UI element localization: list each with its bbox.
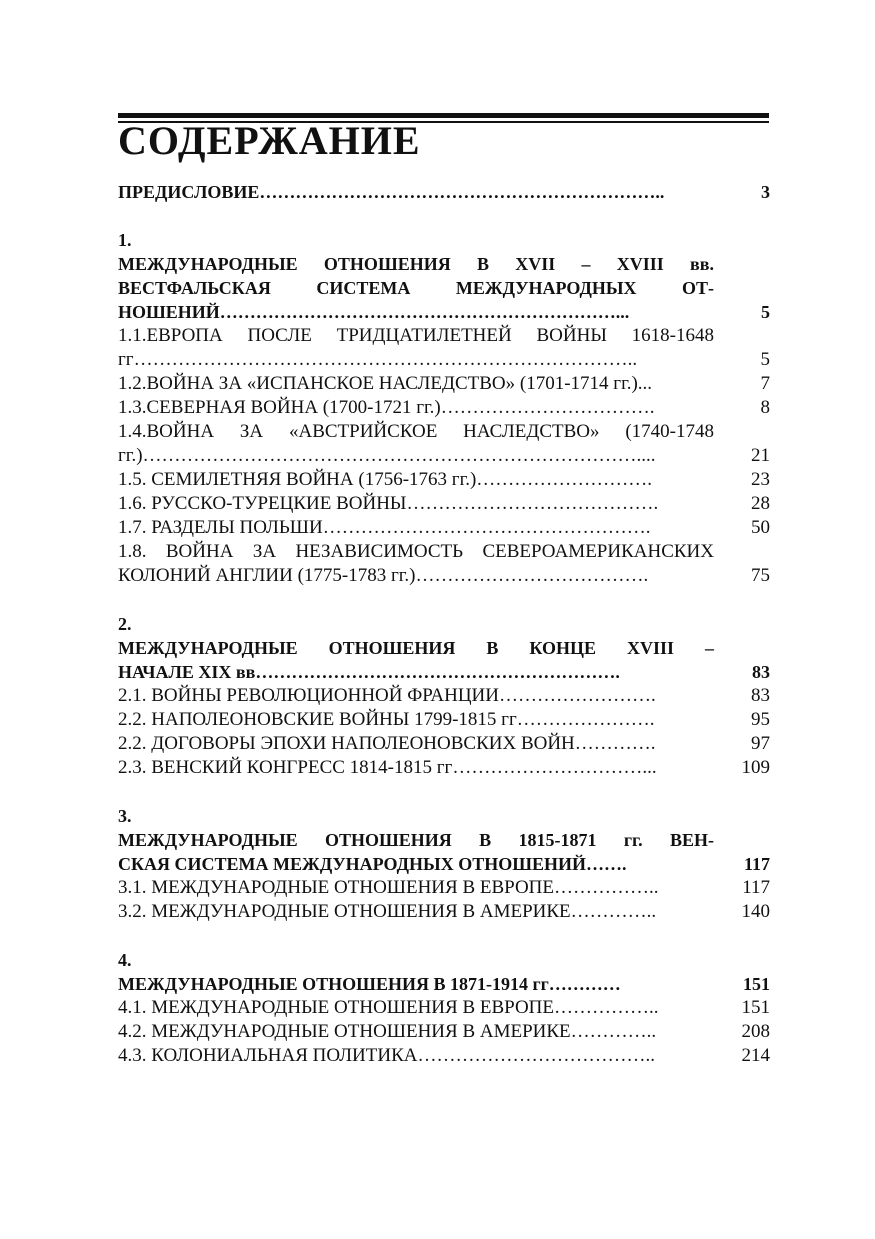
chapter-3 — [118, 804, 770, 924]
chapter-1 — [118, 228, 770, 588]
toc-entry[interactable] — [118, 516, 770, 540]
toc-entry[interactable] — [118, 732, 770, 756]
toc-page-number: 83 — [751, 685, 770, 706]
toc-page-number: 7 — [760, 373, 770, 394]
toc-entry-text: МЕЖДУНАРОДНЫЕ ОТНОШЕНИЯ В XVII – XVIII вв. — [118, 254, 714, 274]
chapter-title-line[interactable] — [118, 252, 770, 276]
toc-entry-text: МЕЖДУНАРОДНЫЕ ОТНОШЕНИЯ В 1815-1871 гг. ВЕН- — [118, 830, 714, 850]
toc-entry-text: КОЛОНИЙ АНГЛИИ (1775-1783 гг.)………………………………. — [118, 565, 649, 586]
toc-page-number: 95 — [751, 709, 770, 730]
toc-entry-text: МЕЖДУНАРОДНЫЕ ОТНОШЕНИЯ В 1871-1914 гг………… — [118, 974, 621, 994]
toc-page-number: 28 — [751, 493, 770, 514]
toc-page-number: 3 — [761, 182, 770, 202]
toc-entry-text: гг.)…………………………………………………………………….... — [118, 445, 656, 466]
toc-entry[interactable] — [118, 708, 770, 732]
toc-entry-text: НАЧАЛЕ XIX вв……………………………………………………. — [118, 662, 620, 682]
chapter-number: 4. — [118, 950, 132, 970]
toc-page-number: 83 — [752, 662, 770, 682]
toc-entry-text: МЕЖДУНАРОДНЫЕ ОТНОШЕНИЯ В КОНЦЕ XVIII – — [118, 638, 714, 658]
toc-entry-text: НОШЕНИЙ…………………………………………………………... — [118, 302, 630, 322]
chapter-title-line[interactable] — [118, 660, 770, 684]
toc-entry[interactable] — [118, 564, 770, 588]
toc-entry-text: 1.7. РАЗДЕЛЫ ПОЛЬШИ……………………………………………. — [118, 517, 651, 538]
toc-page-number: 140 — [741, 901, 770, 922]
toc-page-number: 117 — [742, 877, 770, 898]
toc-entry-text: 4.1. МЕЖДУНАРОДНЫЕ ОТНОШЕНИЯ В ЕВРОПЕ…………….. — [118, 997, 659, 1018]
chapter-4 — [118, 948, 770, 1068]
chapter-title-line[interactable] — [118, 972, 770, 996]
toc-entry-text: 1.6. РУССКО-ТУРЕЦКИЕ ВОЙНЫ…………………………………. — [118, 493, 659, 514]
toc-entry[interactable] — [118, 348, 770, 372]
toc-page-number: 8 — [760, 397, 770, 418]
toc-entry-text: ВЕСТФАЛЬСКАЯ СИСТЕМА МЕЖДУНАРОДНЫХ ОТ- — [118, 278, 714, 298]
toc-page-number: 50 — [751, 517, 770, 538]
chapter-title-line[interactable] — [118, 300, 770, 324]
toc-entry-text: 1.5. СЕМИЛЕТНЯЯ ВОЙНА (1756-1763 гг.)………………………. — [118, 469, 653, 490]
toc-page-number: 151 — [741, 997, 770, 1018]
toc-page-number: 5 — [760, 349, 770, 370]
toc-entry[interactable] — [118, 1020, 770, 1044]
toc-entry[interactable] — [118, 372, 770, 396]
toc-entry[interactable] — [118, 876, 770, 900]
chapter-title-line[interactable] — [118, 828, 770, 852]
toc-entry-text: 3.2. МЕЖДУНАРОДНЫЕ ОТНОШЕНИЯ В АМЕРИКЕ………….. — [118, 901, 657, 922]
toc-entry-text: 1.4.ВОЙНА ЗА «АВСТРИЙСКОЕ НАСЛЕДСТВО» (1740-1748 — [118, 421, 714, 442]
toc-entry-text: 1.1.ЕВРОПА ПОСЛЕ ТРИДЦАТИЛЕТНЕЙ ВОЙНЫ 1618-1648 — [118, 325, 714, 346]
toc-entry-text: 1.3.СЕВЕРНАЯ ВОЙНА (1700-1721 гг.)……………………………. — [118, 397, 655, 418]
toc-entry[interactable] — [118, 420, 770, 444]
toc-entry-text: 4.3. КОЛОНИАЛЬНАЯ ПОЛИТИКА……………………………….. — [118, 1045, 655, 1066]
toc-entry-text: 2.2. ДОГОВОРЫ ЭПОХИ НАПОЛЕОНОВСКИХ ВОЙН…………. — [118, 733, 656, 754]
toc-entry-text: 2.1. ВОЙНЫ РЕВОЛЮЦИОННОЙ ФРАНЦИИ……………………. — [118, 685, 656, 706]
toc-page-number: 117 — [743, 854, 770, 874]
toc-entry-preface[interactable] — [118, 180, 770, 204]
toc-entry-text: 4.2. МЕЖДУНАРОДНЫЕ ОТНОШЕНИЯ В АМЕРИКЕ………….. — [118, 1021, 657, 1042]
toc-entry-text: ПРЕДИСЛОВИЕ………………………………………………………….. — [118, 182, 665, 202]
toc-page-number: 214 — [741, 1045, 770, 1066]
page-title: СОДЕРЖАНИЕ — [118, 118, 421, 163]
toc-entry-text: СКАЯ СИСТЕМА МЕЖДУНАРОДНЫХ ОТНОШЕНИЙ……. — [118, 854, 627, 874]
toc-entry-text: гг…………………………………………………………………….. — [118, 349, 638, 370]
toc-entry[interactable] — [118, 684, 770, 708]
toc-page-number: 97 — [751, 733, 770, 754]
toc-page-number: 5 — [761, 302, 770, 322]
toc-entry-text: 2.2. НАПОЛЕОНОВСКИЕ ВОЙНЫ 1799-1815 гг…………………. — [118, 709, 655, 730]
chapter-title-line[interactable] — [118, 852, 770, 876]
chapter-number: 3. — [118, 806, 132, 826]
chapter-number: 1. — [118, 230, 132, 250]
toc-page-number: 75 — [751, 565, 770, 586]
toc-page-number: 23 — [751, 469, 770, 490]
chapter-title-line[interactable] — [118, 276, 770, 300]
toc-entry[interactable] — [118, 1044, 770, 1068]
toc-entry[interactable] — [118, 444, 770, 468]
toc-entry[interactable] — [118, 996, 770, 1020]
chapter-2 — [118, 612, 770, 780]
table-of-contents — [118, 180, 770, 1068]
toc-entry[interactable] — [118, 396, 770, 420]
toc-entry-text: 3.1. МЕЖДУНАРОДНЫЕ ОТНОШЕНИЯ В ЕВРОПЕ…………….. — [118, 877, 659, 898]
chapter-number: 2. — [118, 614, 132, 634]
toc-page-number: 109 — [741, 757, 770, 778]
toc-entry-text: 1.8. ВОЙНА ЗА НЕЗАВИСИМОСТЬ СЕВЕРОАМЕРИКАНСКИХ — [118, 541, 714, 562]
toc-entry[interactable] — [118, 540, 770, 564]
toc-page-number: 21 — [751, 445, 770, 466]
chapter-title-line[interactable] — [118, 636, 770, 660]
toc-entry-text: 1.2.ВОЙНА ЗА «ИСПАНСКОЕ НАСЛЕДСТВО» (1701-1714 гг.)... — [118, 373, 653, 394]
toc-entry[interactable] — [118, 900, 770, 924]
toc-page-number: 151 — [743, 974, 770, 994]
toc-entry-text: 2.3. ВЕНСКИЙ КОНГРЕСС 1814-1815 гг…………………………... — [118, 757, 657, 778]
toc-entry[interactable] — [118, 324, 770, 348]
toc-entry[interactable] — [118, 756, 770, 780]
toc-entry[interactable] — [118, 492, 770, 516]
toc-page-number: 208 — [741, 1021, 770, 1042]
toc-entry[interactable] — [118, 468, 770, 492]
